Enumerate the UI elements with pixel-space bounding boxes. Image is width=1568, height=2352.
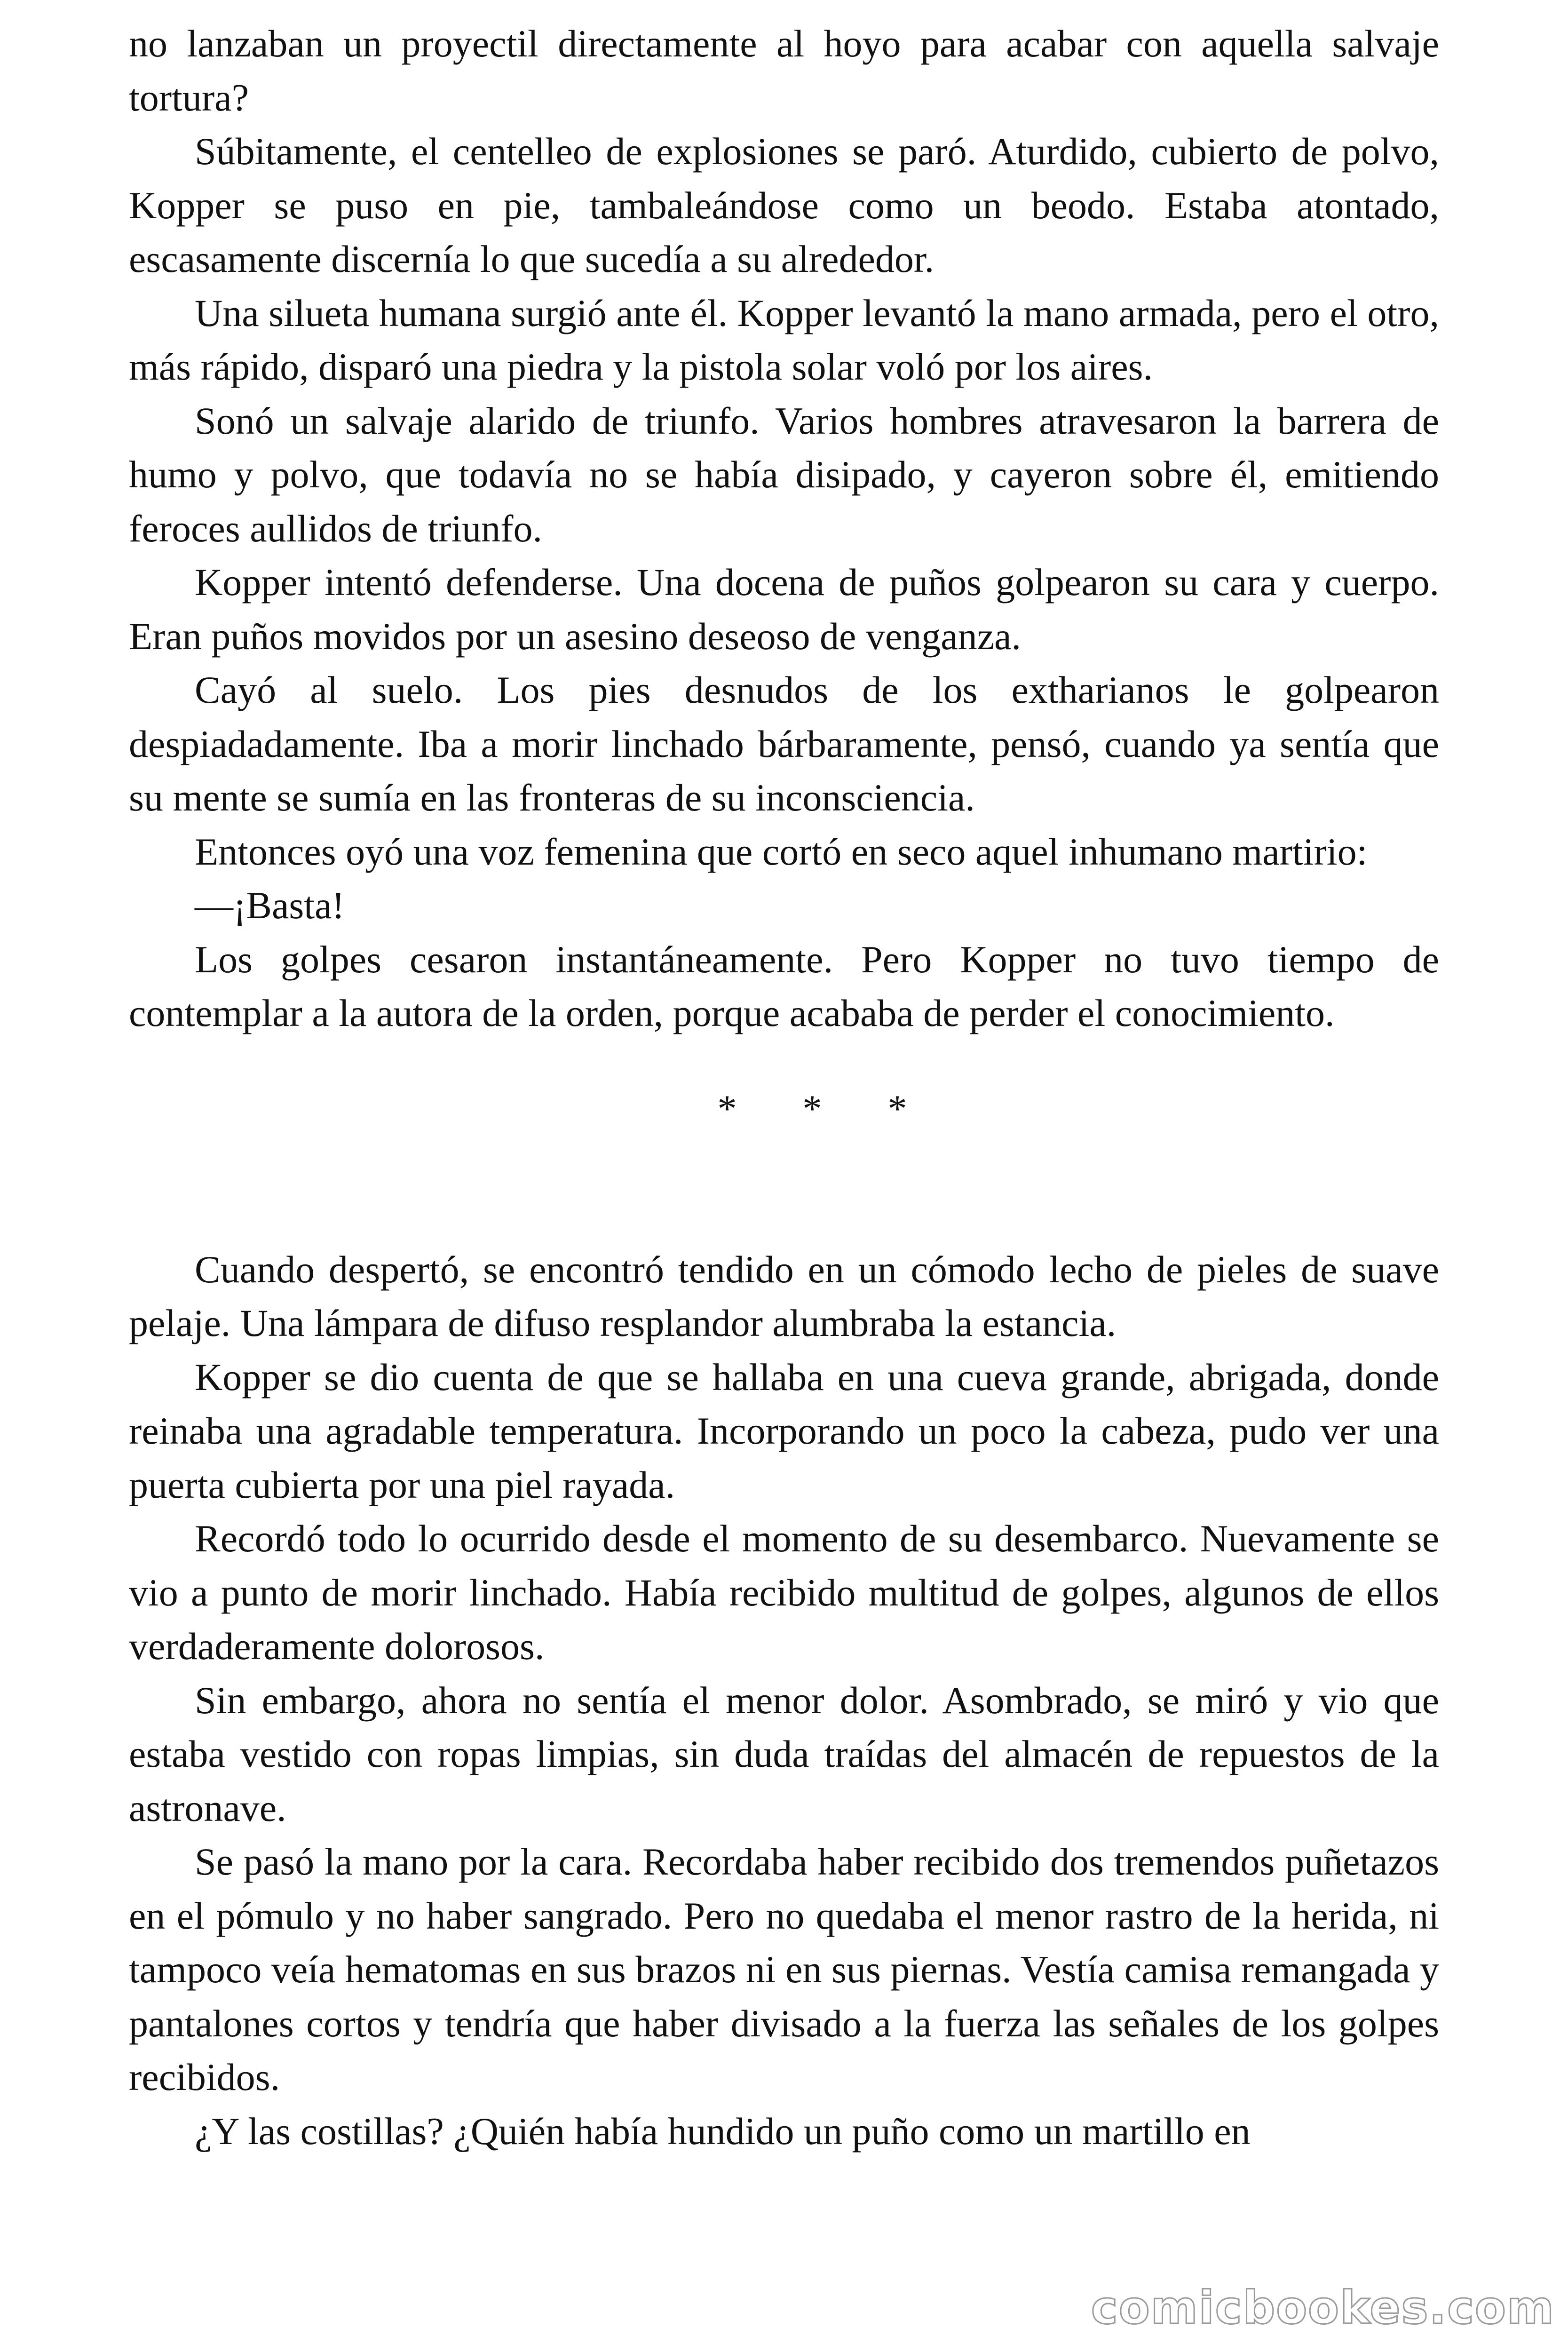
paragraph: Kopper se dio cuenta de que se hallaba en una cueva grande, abrigada, donde reinaba una agradable temperatura. Incorporando un poco la cabeza, pudo ver una puerta cubierta por una piel rayada. bbox=[129, 1355, 1439, 1506]
scene-break-asterisk: * bbox=[717, 1087, 737, 1130]
paragraph: Los golpes cesaron instantáneamente. Pero Kopper no tuvo tiempo de contemplar a la autora de la orden, porque acababa de perder el conocimiento. bbox=[129, 938, 1439, 1034]
paragraph: Kopper intentó defenderse. Una docena de puños golpearon su cara y cuerpo. Eran puños movidos por un asesino deseoso de venganza. bbox=[129, 561, 1439, 658]
paragraph: Una silueta humana surgió ante él. Kopper levantó la mano armada, pero el otro, más rápido, disparó una piedra y la pistola solar voló por los aires. bbox=[129, 291, 1439, 388]
paragraph: Se pasó la mano por la cara. Recordaba haber recibido dos tremendos puñetazos en el pómulo y no haber sangrado. Pero no quedaba el menor rastro de la herida, ni tampoco veía hematomas en sus brazos ni en sus piernas. Vestía camisa remangada y pantalones cortos y tendría que haber divisado a la fuerza las señales de los golpes recibidos. bbox=[129, 1840, 1439, 2098]
paragraph: Sonó un salvaje alarido de triunfo. Varios hombres atravesaron la barrera de humo y polvo, que todavía no se había disipado, y cayeron sobre él, emitiendo feroces aullidos de triunfo. bbox=[129, 399, 1439, 550]
paragraph: Sin embargo, ahora no sentía el menor dolor. Asombrado, se miró y vio que estaba vestido con ropas limpias, sin duda traídas del almacén de repuestos de la astronave. bbox=[129, 1678, 1439, 1829]
paragraph: Cuando despertó, se encontró tendido en un cómodo lecho de pieles de suave pelaje. Una lámpara de difuso resplandor alumbraba la estancia. bbox=[129, 1248, 1439, 1344]
scene-break-asterisk: * bbox=[887, 1087, 907, 1130]
paragraph: Súbitamente, el centelleo de explosiones se paró. Aturdido, cubierto de polvo, Kopper se puso en pie, tambaleándose como un beodo. Estaba atontado, escasamente discernía lo que sucedía a su alrededor. bbox=[129, 130, 1439, 280]
paragraph: Cayó al suelo. Los pies desnudos de los extharianos le golpearon despiadadamente. Iba a morir linchado bárbaramente, pensó, cuando ya sentía que su mente se sumía en las fronteras de su inconsciencia. bbox=[129, 668, 1439, 819]
text-column bbox=[129, 17, 1439, 2158]
paragraph: no lanzaban un proyectil directamente al hoyo para acabar con aquella salvaje tortura? bbox=[129, 22, 1439, 119]
paragraph: Recordó todo lo ocurrido desde el momento de su desembarco. Nuevamente se vio a punto de morir linchado. Había recibido multitud de golpes, algunos de ellos verdaderamente dolorosos. bbox=[129, 1517, 1439, 1668]
site-watermark: comicbookes.com bbox=[1091, 2281, 1555, 2334]
paragraph: ¿Y las costillas? ¿Quién había hundido un puño como un martillo en bbox=[195, 2109, 1251, 2153]
scene-break-asterisk: * bbox=[802, 1087, 822, 1130]
paragraph: Entonces oyó una voz femenina que cortó en seco aquel inhumano martirio: bbox=[195, 830, 1368, 873]
scene-break bbox=[129, 1041, 1439, 1243]
dialogue-line: —¡Basta! bbox=[195, 884, 345, 927]
